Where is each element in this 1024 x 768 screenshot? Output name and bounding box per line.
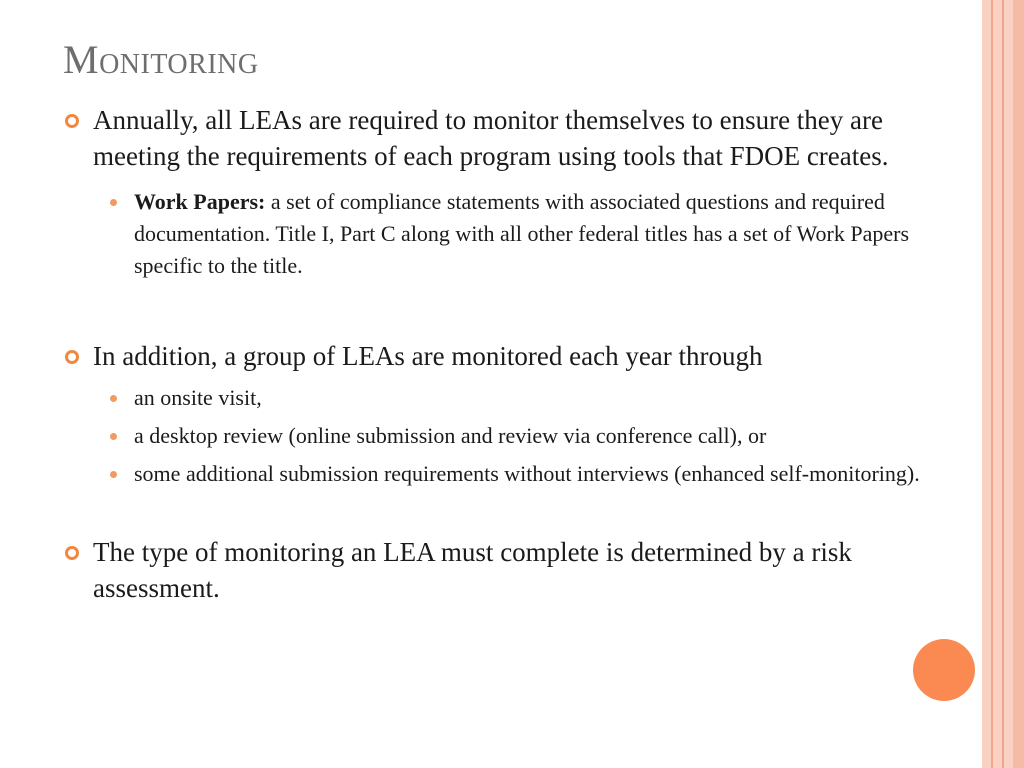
ring-bullet-icon xyxy=(65,114,79,128)
sub-bullet-enhanced-self-monitoring xyxy=(110,458,975,490)
edge-stripe xyxy=(1004,0,1013,768)
sub-bullet-text: a set of compliance statements with associated questions and required documentation. Title I, Part C along with all other federal titles has a set of Work Papers specific to the title. xyxy=(134,189,910,278)
bullet-group-monitoring xyxy=(60,338,975,374)
slide-body xyxy=(60,100,975,606)
bullet-risk-assessment xyxy=(60,534,975,606)
bullet-text: In addition, a group of LEAs are monitored each year through xyxy=(93,341,763,371)
ring-bullet-icon xyxy=(65,350,79,364)
sub-bullet-term: Work Papers: xyxy=(134,189,266,214)
ring-bullet-icon xyxy=(65,546,79,560)
edge-stripe xyxy=(982,0,991,768)
decorative-circle xyxy=(913,639,975,701)
edge-stripe xyxy=(993,0,1002,768)
bullet-annual-monitoring xyxy=(60,102,975,174)
dot-bullet-icon xyxy=(110,471,117,478)
sub-bullet-text: some additional submission requirements without interviews (enhanced self-monitoring). xyxy=(134,461,920,486)
sub-bullet-text: an onsite visit, xyxy=(134,385,262,410)
bullet-text: The type of monitoring an LEA must complete is determined by a risk assessment. xyxy=(93,537,852,603)
sub-bullet-work-papers xyxy=(110,186,975,282)
bullet-text: Annually, all LEAs are required to monitor themselves to ensure they are meeting the requirements of each program using tools that FDOE creates. xyxy=(93,105,889,171)
slide-title: Monitoring xyxy=(63,37,259,82)
sub-bullet-text: a desktop review (online submission and review via conference call), or xyxy=(134,423,767,448)
edge-stripe xyxy=(1013,0,1024,768)
sub-bullet-desktop-review xyxy=(110,420,975,452)
dot-bullet-icon xyxy=(110,395,117,402)
sub-bullet-onsite-visit xyxy=(110,382,975,414)
dot-bullet-icon xyxy=(110,199,117,206)
dot-bullet-icon xyxy=(110,433,117,440)
